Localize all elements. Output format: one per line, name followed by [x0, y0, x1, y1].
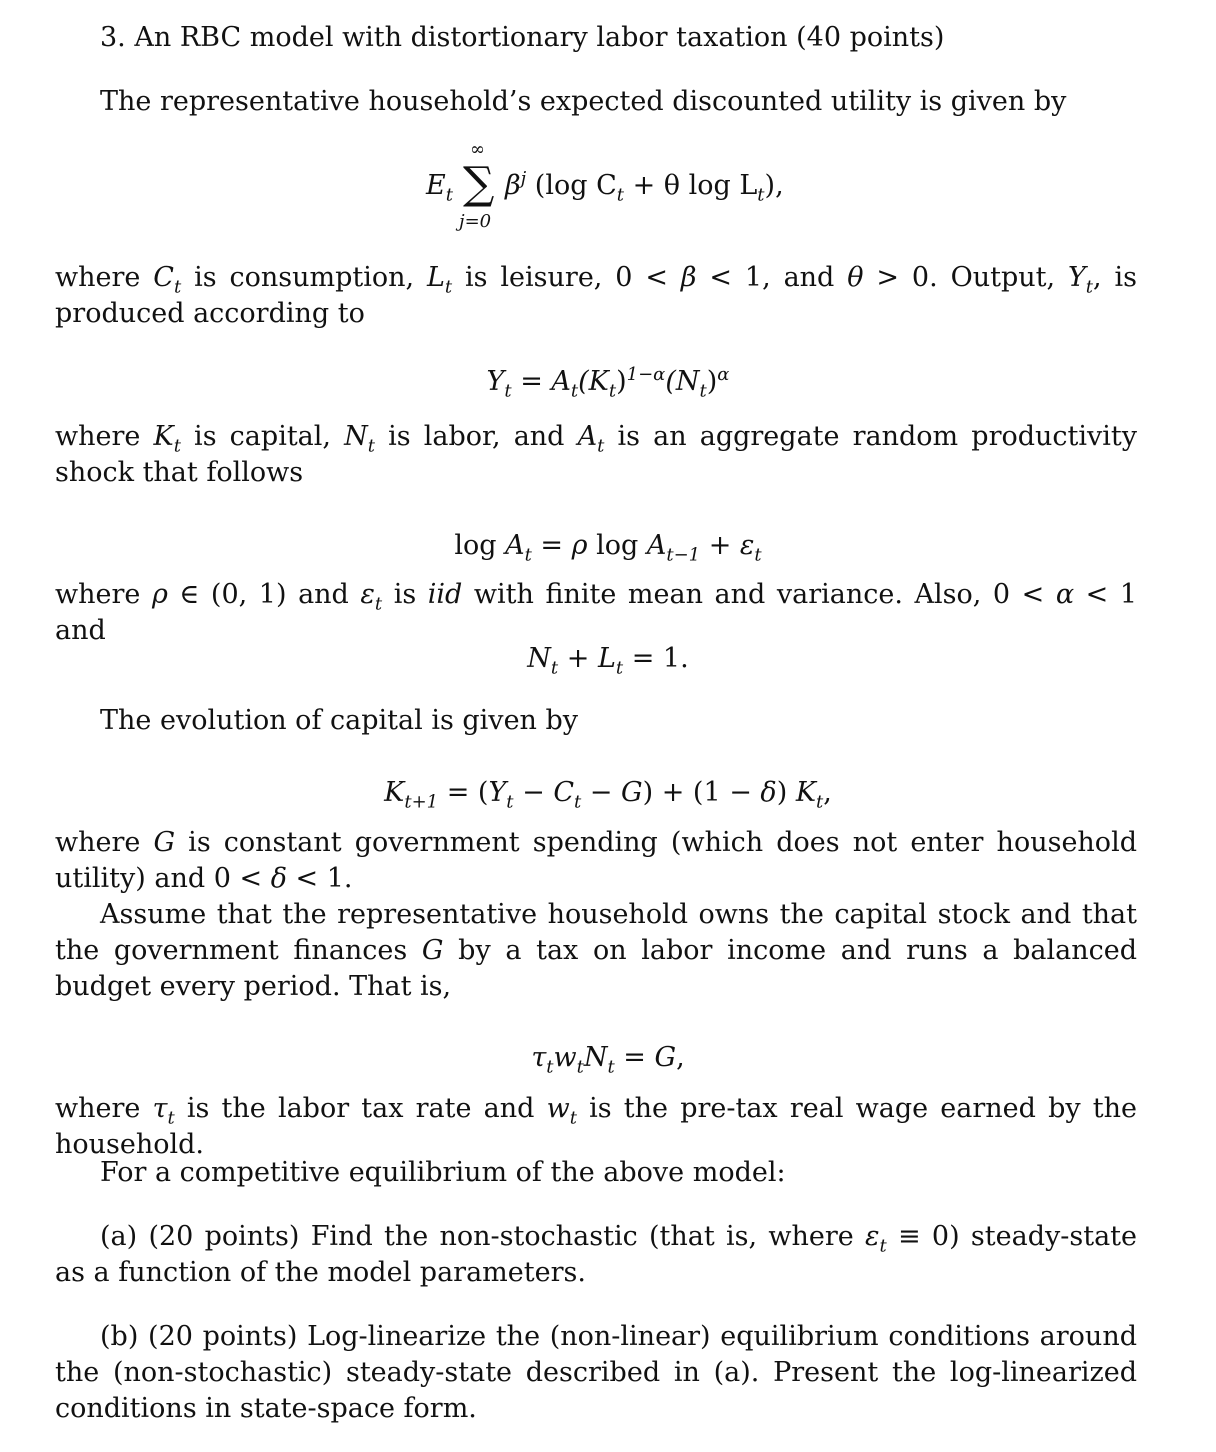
consumption-paragraph: where $C_t$ is consumption, $L_t$ is leisure, 0 < β < 1, and θ > 0. Output, $Y_t$, is produced according to: [55, 262, 1138, 329]
question-heading: 3. An RBC model with distortionary labor taxation (40 points): [100, 22, 945, 53]
evolution-paragraph: The evolution of capital is given by: [100, 705, 579, 736]
competitive-equilibrium-paragraph: For a competitive equilibrium of the above model:: [100, 1157, 786, 1188]
budget-equation: $\tau_tw_tN_t = G$,: [531, 1042, 685, 1078]
government-paragraph: where G is constant government spending (which does not enter household utility) and 0 < δ < 1.: [55, 827, 1137, 894]
time-constraint-equation: $N_t + L_t = 1$.: [527, 643, 689, 679]
tax-rate-paragraph: where $\tau_t$ is the labor tax rate and $w_t$ is the pre-tax real wage earned by the household.: [55, 1093, 1138, 1160]
shock-equation: $\log A_t = \rho$ $\log A_{t-1} + \varepsilon_t$: [454, 530, 762, 566]
production-equation: $Y_t = A_t(K_t)^{1-\alpha}(N_t)^\alpha$: [486, 364, 730, 402]
summation-symbol: ∑: [463, 158, 495, 209]
sum-upper-limit: ∞: [470, 139, 485, 160]
intro-paragraph: The representative household’s expected discounted utility is given by: [100, 86, 1067, 117]
capital-evolution-equation: $K_{t+1} = (Y_t - C_t - G) + (1 - \delta)$ $K_t$,: [384, 777, 832, 813]
capital-labor-paragraph: where $K_t$ is capital, $N_t$ is labor, and $A_t$ is an aggregate random productivity shock that follows: [55, 421, 1138, 488]
part-a-question: (a) (20 points) Find the non-stochastic (that is, where $\varepsilon_t \equiv 0$) steady-state as a function of the model parameters.: [55, 1221, 1137, 1288]
sum-lower-limit: j=0: [459, 211, 492, 232]
utility-equation: $E_t$ ∞ ∑ j=0 $\beta^j$ (log $C_t + \theta$ $\log L_t$),: [426, 139, 784, 232]
rho-paragraph: where ρ ∈ (0, 1) and $\varepsilon_t$ is iid with finite mean and variance. Also, 0 < α < 1 and: [55, 579, 1137, 646]
part-b-question: (b) (20 points) Log-linearize the (non-linear) equilibrium conditions around the (non-stochastic) steady-state described in (a). Present the log-linearized conditions in state-space form.: [55, 1321, 1137, 1424]
assumption-paragraph: Assume that the representative household owns the capital stock and that the government finances G by a tax on labor income and runs a balanced budget every period. That is,: [55, 899, 1137, 1002]
